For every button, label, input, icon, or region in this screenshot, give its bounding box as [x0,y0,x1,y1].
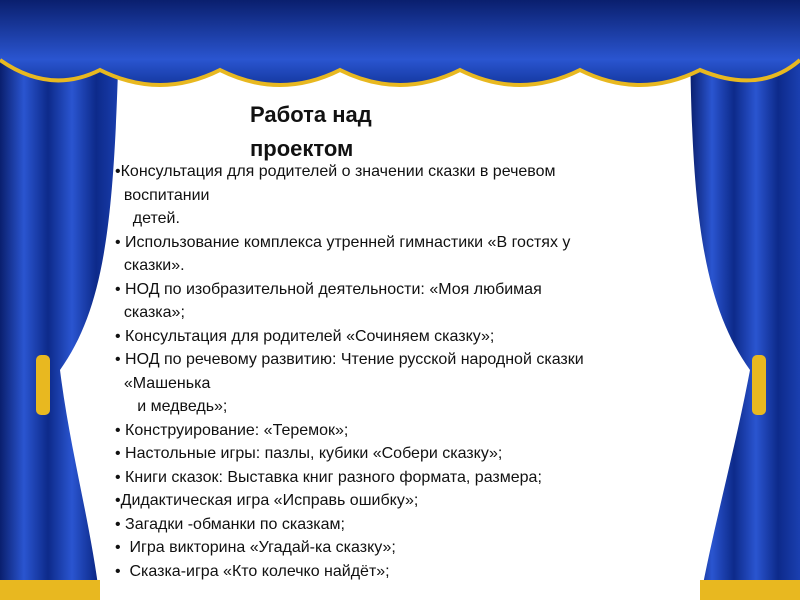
left-curtain [0,0,120,600]
tassel-right [752,355,766,415]
list-item: •Дидактическая игра «Исправь ошибку»; [115,492,419,509]
list-item: сказки». [115,257,185,274]
list-item: • Консультация для родителей «Сочиняем сказку»; [115,327,495,345]
list-item: • Конструирование: «Теремок»; [115,421,349,439]
slide-title: Работа над проектом [250,102,372,161]
list-item: • Сказка-игра «Кто колечко найдёт»; [115,562,390,580]
list-item: • Загадки -обманки по сказкам; [115,515,345,533]
list-item: • Использование комплекса утренней гимнастики «В гостях у [115,233,571,251]
list-item: • НОД по изобразительной деятельности: «Моя любимая [115,280,542,298]
list-item: • Игра викторина «Угадай-ка сказку»; [115,539,396,556]
list-item: воспитании [115,186,210,204]
list-item: •Консультация для родителей о значении сказки в речевом [115,163,556,180]
list-item: • Настольные игры: пазлы, кубики «Собери сказку»; [115,445,503,462]
list-item: «Машенька [115,374,211,392]
right-curtain [690,0,800,600]
list-item: детей. [115,210,180,227]
top-valance [0,0,800,85]
tassel-left [36,355,50,415]
list-item: сказка»; [115,304,185,321]
list-item: • НОД по речевому развитию: Чтение русской народной сказки [115,351,584,368]
list-item: и медведь»; [115,398,228,415]
list-item: • Книги сказок: Выставка книг разного формата, размера; [115,468,542,486]
gold-fringe [0,580,800,600]
